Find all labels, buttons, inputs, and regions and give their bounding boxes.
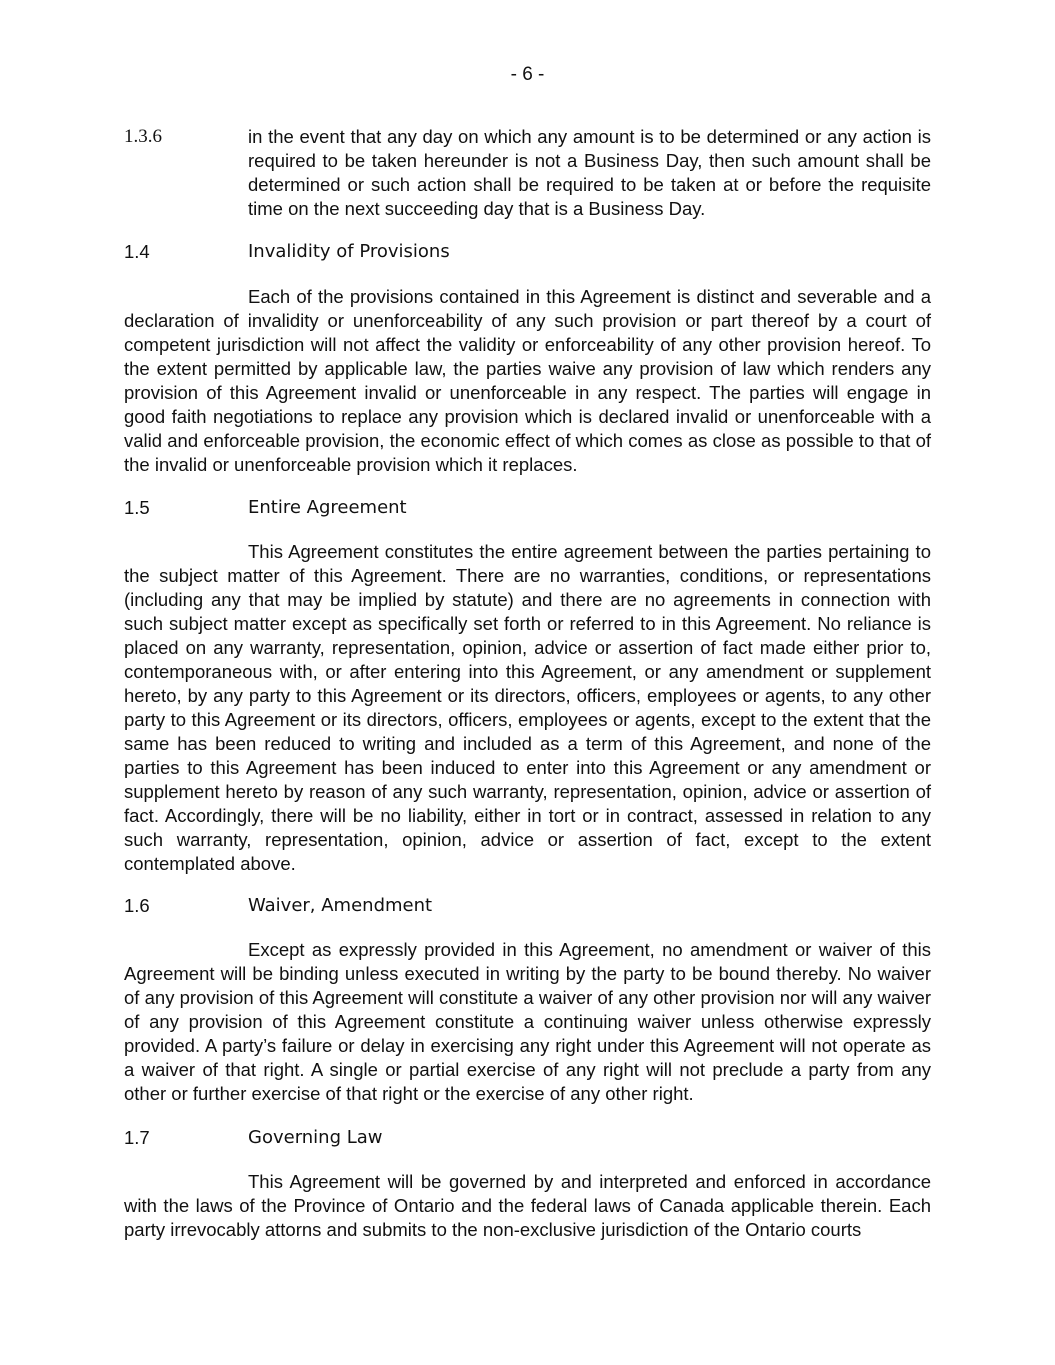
section-heading-1-6 — [124, 894, 931, 920]
section-body-1-4: Each of the provisions contained in this Agreement is distinct and severable and a declaration of invalidity or unenforceability of any such provision or part thereof by a court of competent jurisdiction will not affect the validity or enforceability of any other provision hereof. To the extent permitted by applicable law, the parties waive any provision of law which renders any provision of this Agreement invalid or unenforceable in any respect. The parties will engage in good faith negotiations to replace any provision which is declared invalid or unenforceable with a valid and enforceable provision, the economic effect of which comes as close as possible to that of the invalid or unenforceable provision which it replaces. — [124, 286, 931, 475]
section-number: 1.7 — [124, 1127, 150, 1148]
section-heading-1-4 — [124, 240, 931, 266]
section-heading-1-7 — [124, 1126, 931, 1152]
clause-text: in the event that any day on which any amount is to be determined or any action is required to be taken hereunder is not a Business Day, then such amount shall be determined or such action shall be required to be taken at or before the requisite time on the next succeeding day that is a Business Day. — [248, 126, 931, 219]
section-number: 1.4 — [124, 241, 150, 262]
clause-number: 1.3.6 — [124, 126, 162, 147]
section-body-1-6: Except as expressly provided in this Agreement, no amendment or waiver of this Agreement will be binding unless executed in writing by the party to be bound thereby. No waiver of any provision of this Agreement will constitute a waiver of any other provision nor will any waiver of any provision of this Agreement constitute a continuing waiver unless otherwise expressly provided. A party’s failure or delay in exercising any right under this Agreement will not operate as a waiver of that right. A single or partial exercise of any right will not preclude a party from any other or further exercise of that right or the exercise of any other right. — [124, 939, 931, 1104]
section-body-1-5: This Agreement constitutes the entire agreement between the parties pertaining to the subject matter of this Agreement. There are no warranties, conditions, or representations (including any that may be implied by statute) and there are no agreements in connection with such subject matter except as specifically set forth or referred to in this Agreement. No reliance is placed on any warranty, representation, opinion, advice or assertion of fact made either prior to, contemporaneous with, or after entering into this Agreement, or any amendment or supplement hereto, by any party to this Agreement or its directors, officers, employees or agents, to any other party to this Agreement or its directors, officers, employees or agents, except to the extent that the same has been reduced to writing and included as a term of this Agreement, and none of the parties to this Agreement has been induced to enter into this Agreement or any amendment or supplement hereto by reason of any such warranty, representation, opinion, advice or assertion of fact. Accordingly, there will be no liability, either in tort or in contract, assessed in relation to any such warranty, representation, opinion, advice or assertion of fact, except to the extent contemplated above. — [124, 541, 931, 874]
section-title: Invalidity of Provisions — [248, 241, 450, 262]
section-title: Governing Law — [248, 1127, 383, 1148]
section-number: 1.5 — [124, 497, 150, 518]
section-body-1-7: This Agreement will be governed by and interpreted and enforced in accordance with the laws of the Province of Ontario and the federal laws of Canada applicable therein. Each party irrevocably attorns and submits to the non-exclusive jurisdiction of the Ontario courts — [124, 1171, 931, 1240]
section-number: 1.6 — [124, 895, 150, 916]
clause-1-3-6 — [124, 125, 931, 221]
section-title: Entire Agreement — [248, 497, 407, 518]
section-title: Waiver, Amendment — [248, 895, 433, 916]
section-heading-1-5 — [124, 496, 931, 522]
page-number: - 6 - — [510, 64, 545, 85]
